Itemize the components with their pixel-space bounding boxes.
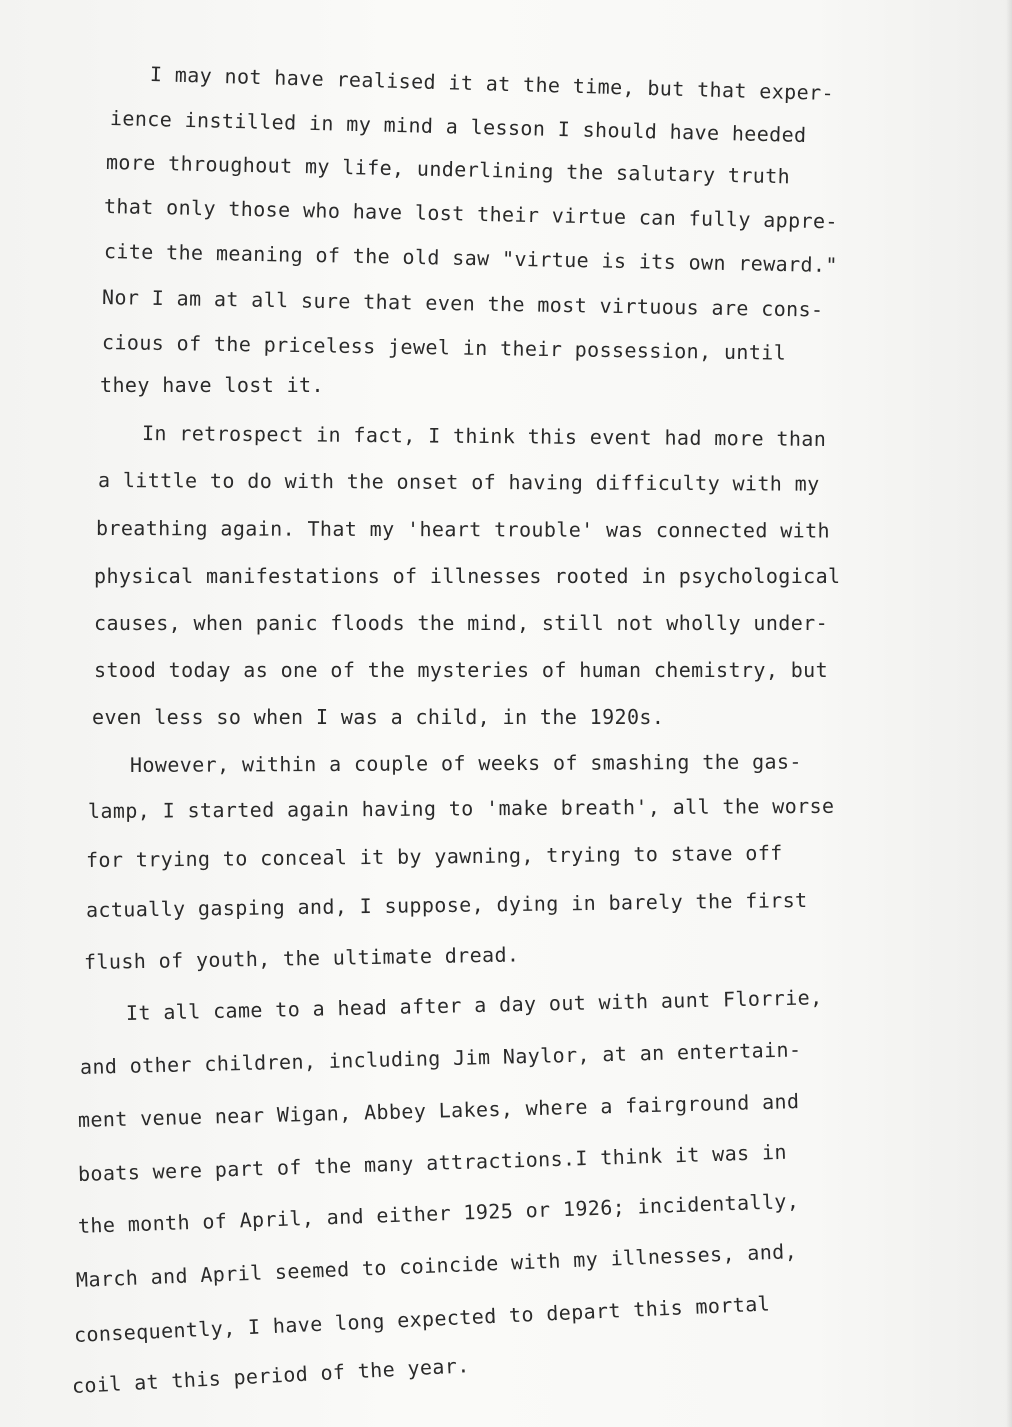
text-line: ment venue near Wigan, Abbey Lakes, where a fairground and — [77, 1089, 800, 1132]
text-line: a little to do with the onset of having difficulty with my — [97, 468, 820, 496]
text-line: and other children, including Jim Naylor, at an entertain- — [79, 1037, 802, 1079]
text-line: consequently, I have long expected to depart this mortal — [73, 1291, 771, 1347]
text-line: stood today as one of the mysteries of human chemistry, but — [94, 658, 829, 682]
page-edge-shadow — [1006, 0, 1012, 1427]
text-line: However, within a couple of weeks of smashing the gas- — [129, 749, 802, 777]
text-line: It all came to a head after a day out with aunt Florrie, — [125, 985, 823, 1025]
text-line: even less so when I was a child, in the 1920s. — [92, 705, 665, 729]
text-line: lamp, I started again having to 'make breath', all the worse — [87, 793, 835, 823]
text-line: that only those who have lost their virtue can fully appre- — [103, 194, 839, 234]
text-line: March and April seemed to coincide with my illnesses, and, — [75, 1239, 798, 1292]
text-line: more throughout my life, underlining the salutary truth — [105, 150, 791, 189]
text-line: coil at this period of the year. — [71, 1353, 471, 1398]
text-line: cious of the priceless jewel in their possession, until — [101, 330, 787, 365]
text-line: breathing again. That my 'heart trouble' was connected with — [95, 516, 831, 543]
text-line: flush of youth, the ultimate dread. — [83, 942, 520, 974]
text-line: causes, when panic floods the mind, still not wholly under- — [94, 611, 829, 635]
text-line: the month of April, and either 1925 or 1926; incidentally, — [77, 1188, 800, 1238]
text-line: ience instilled in my mind a lesson I should have heeded — [109, 106, 807, 148]
text-line: boats were part of the many attractions.I think it was in — [77, 1139, 788, 1186]
text-line: physical manifestations of illnesses rooted in psychological — [94, 564, 841, 588]
text-line: for trying to conceal it by yawning, trying to stave off — [85, 840, 783, 872]
text-line: they have lost it. — [100, 373, 324, 397]
text-line: I may not have realised it at the time, but that exper- — [149, 62, 835, 106]
text-line: cite the meaning of the old saw "virtue is its own reward." — [103, 239, 839, 278]
text-line: In retrospect in fact, I think this event had more than — [141, 421, 827, 451]
text-line: Nor I am at all sure that even the most virtuous are cons- — [101, 285, 824, 322]
text-line: actually gasping and, I suppose, dying in barely the first — [85, 887, 808, 922]
